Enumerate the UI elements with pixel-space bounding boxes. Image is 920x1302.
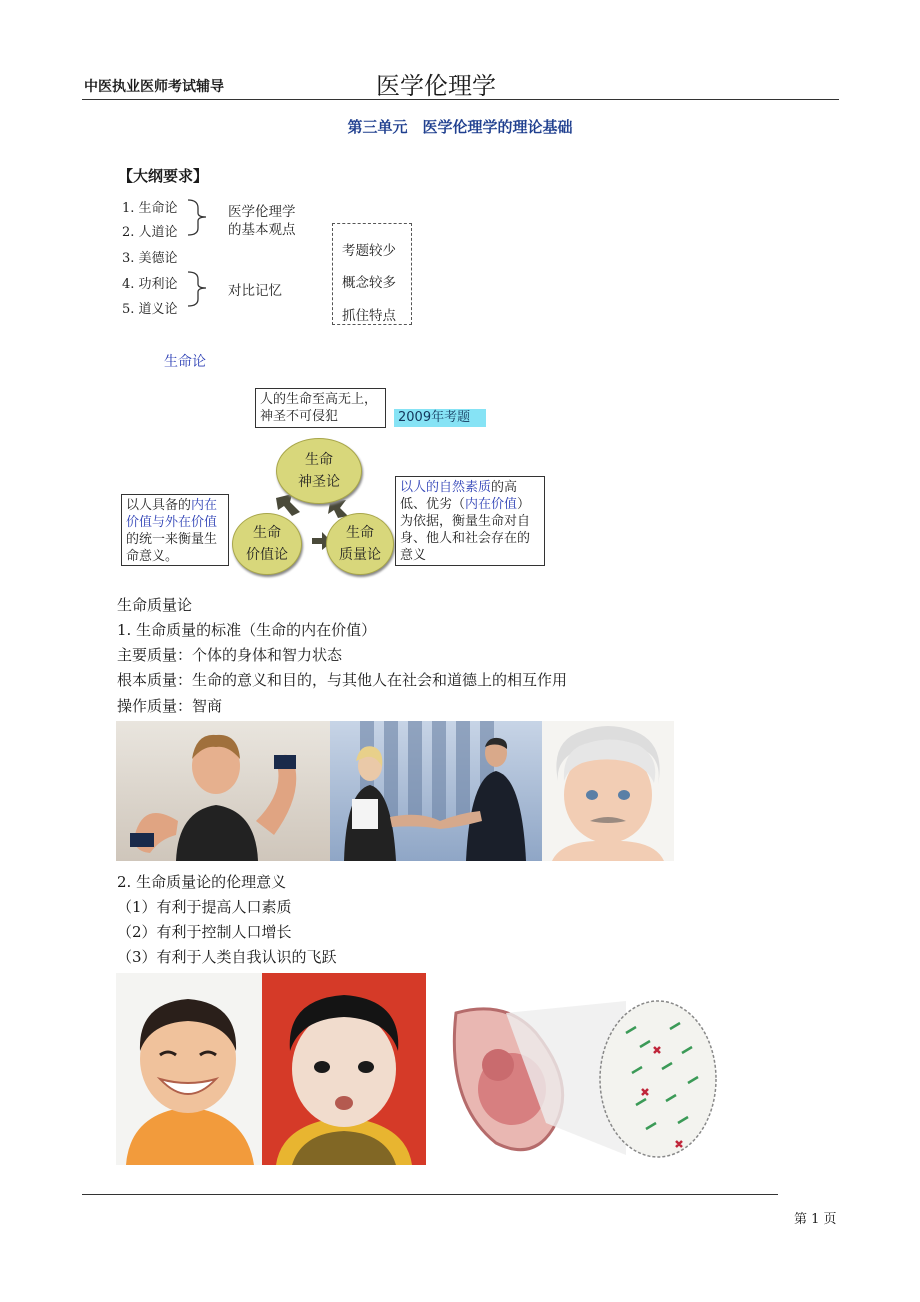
photo-child-with-condition [262,973,426,1165]
photo-fetus-chromosomes [426,973,718,1165]
circle-label: 生命 [253,525,281,541]
note-text-highlight: 内在价值与外在价值 [126,498,218,530]
note-line: 人的生命至高无上， [260,392,378,407]
header-divider [82,99,839,100]
circle-label: 价值论 [246,547,288,563]
circle-label: 生命 [346,525,374,541]
brace-label-line: 医学伦理学 [228,204,296,220]
note-text: 的高低、优劣（ [400,480,518,512]
note-text: 的统一来衡量生命意义。 [126,532,218,564]
tips-box [332,223,412,325]
body-line: （1）有利于提高人口素质 [117,898,292,916]
exam-year-tag: 2009年考题 [394,409,486,427]
outline-item: 3. 美德论 [122,251,178,266]
body-line: 根本质量：生命的意义和目的，与其他人在社会和道德上的相互作用 [117,671,568,689]
note-text: ）为依据，衡量生命对自身、他人和社会存在的意义 [400,497,531,563]
header-left-title: 中医执业医师考试辅导 [84,79,224,95]
body-line: 主要质量：个体的身体和智力状态 [117,646,343,664]
outline-item: 5. 道义论 [122,302,178,317]
note-text-highlight: 以人的自然素质 [400,480,492,495]
brace-label-compare: 对比记忆 [228,283,282,299]
note-life-quality [395,476,545,566]
footer-divider [82,1194,778,1195]
outline-item: 1. 生命论 [122,201,178,216]
tip-item: 抓住特点 [342,308,396,324]
brace-label-line: 的基本观点 [228,222,296,238]
body-heading: 生命质量论 [117,596,193,614]
circle-life-sanctity [276,438,362,504]
photo-smiling-child [116,973,262,1165]
body-line: 操作质量：智商 [117,697,223,715]
note-line: 神圣不可侵犯 [260,409,339,424]
note-sanctity [255,388,386,428]
body-line: 1. 生命质量的标准（生命的内在价值） [117,621,377,639]
brace-icons [186,198,216,310]
tip-item: 概念较多 [342,275,396,291]
note-text: 以人具备的 [126,498,192,513]
outline-heading: 【大纲要求】 [118,167,209,185]
outline-item: 2. 人道论 [122,225,178,240]
tip-item: 考题较少 [342,243,396,259]
circle-life-value [232,513,302,575]
body-line: （3）有利于人类自我认识的飞跃 [117,948,337,966]
photo-baby-einstein [542,721,674,861]
circle-label: 神圣论 [298,474,340,490]
photo-strong-boy [116,721,330,861]
header-main-title: 医学伦理学 [376,72,496,100]
unit-title: 第三单元 医学伦理学的理论基础 [347,118,573,136]
body-line: 2. 生命质量论的伦理意义 [117,873,287,891]
note-text-highlight: 内在价值 [465,497,518,512]
circle-life-quality [326,513,394,575]
outline-item: 4. 功利论 [122,277,178,292]
section-link-life-theory[interactable]: 生命论 [164,354,206,370]
body-line: （2）有利于控制人口增长 [117,923,292,941]
photo-handshake [330,721,542,861]
note-life-value [121,494,229,566]
circle-label: 生命 [305,452,333,468]
circle-label: 质量论 [339,547,381,563]
page-number: 第 1 页 [794,1212,837,1227]
